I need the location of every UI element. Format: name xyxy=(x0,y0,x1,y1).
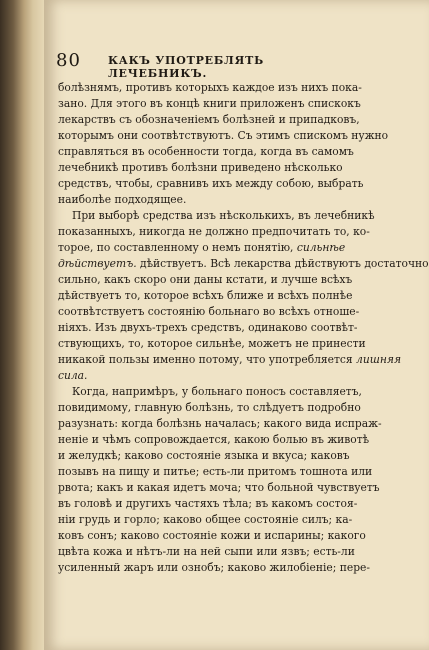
text-line: справляться въ особенности тогда, когда въ самомъ xyxy=(58,145,354,159)
text-line: болѣзнямъ, противъ которыхъ каждое изъ нихъ пока- xyxy=(58,81,362,94)
text-line: которымъ они соотвѣтствуютъ. Съ этимъ спискомъ нужно xyxy=(58,129,389,143)
text-line: разузнать: когда болѣзнь началась; какого вида испраж- xyxy=(58,417,382,431)
text-line-with-emphasis xyxy=(58,352,402,368)
text-line: рвота; какъ и какая идетъ моча; что больной чувствуетъ xyxy=(58,481,380,495)
text-line: позывъ на пищу и питье; есть-ли притомъ тошнота или xyxy=(58,465,373,479)
emphasis-word: сильнѣе xyxy=(296,241,346,255)
body-text xyxy=(58,80,429,576)
text-line: соотвѣтствуетъ состоянію больнаго во всѣхъ отноше- xyxy=(58,305,360,319)
text-line: показанныхъ, никогда не должно предпочитать то, ко- xyxy=(58,225,370,239)
text-line: сильно, какъ скоро они даны кстати, и лучше всѣхъ xyxy=(58,273,353,287)
text-line: ствующихъ, то, которое сильнѣе, можетъ не принести xyxy=(58,337,366,351)
text-line: цвѣта кожа и нѣтъ-ли на ней сыпи или язвъ; есть-ли xyxy=(58,545,355,559)
text-line: и желудкѣ; каково состояніе языка и вкуса; каковъ xyxy=(58,449,350,463)
text-line-with-emphasis xyxy=(58,240,358,256)
text-line: наиболѣе подходящее. xyxy=(58,193,187,207)
text-line-with-emphasis xyxy=(58,256,429,272)
text-line: ніи грудь и горло; каково общее состояніе силъ; ка- xyxy=(58,513,353,527)
page-edge-shadow xyxy=(0,0,44,650)
emphasis-word: лишняя xyxy=(356,353,402,367)
text-segment: никакой пользы именно потому, что употребляется xyxy=(58,353,353,367)
text-line: неніе и чѣмъ сопровождается, какою болью въ животѣ xyxy=(58,433,370,447)
running-title: КАКЪ УПОТРЕБЛЯТЬ ЛЕЧЕБНИКЪ. xyxy=(108,54,264,80)
text-segment: торое, по составленному о немъ понятію, xyxy=(58,241,294,255)
paragraph-start-line: При выборѣ средства изъ нѣсколькихъ, въ лечебникѣ xyxy=(72,209,375,223)
text-line: ковъ сонъ; каково состояніе кожи и испарины; какого xyxy=(58,529,366,543)
text-line: зано. Для этого въ концѣ книги приложенъ спискокъ xyxy=(58,97,361,111)
text-line: усиленный жаръ или ознобъ; каково жилобіеніе; пере- xyxy=(58,561,370,575)
text-line: въ головѣ и другихъ частяхъ тѣла; въ какомъ состоя- xyxy=(58,497,358,511)
text-line: лекарствъ съ обозначеніемъ болѣзней и припадковъ, xyxy=(58,113,360,127)
page-number: 80 xyxy=(56,50,81,71)
text-line: повидимому, главную болѣзнь, то слѣдуетъ подробно xyxy=(58,401,361,415)
text-line: средствъ, чтобы, сравнивъ ихъ между собою, выбрать xyxy=(58,177,364,191)
paragraph-start-line: Когда, напримѣръ, у больнаго поносъ составляетъ, xyxy=(72,385,362,399)
emphasis-word: сила. xyxy=(58,369,88,383)
text-line: лечебникѣ противъ болѣзни приведено нѣсколько xyxy=(58,161,343,175)
text-line: дѣйствуетъ то, которое всѣхъ ближе и всѣхъ полнѣе xyxy=(58,289,353,303)
page-header xyxy=(56,50,356,80)
text-line-with-emphasis xyxy=(58,368,358,384)
text-segment: дѣйствуетъ. Всѣ лекарства дѣйствуютъ достаточно xyxy=(140,257,429,271)
emphasis-word: дѣйствуетъ. xyxy=(58,257,137,271)
text-line: ніяхъ. Изъ двухъ-трехъ средствъ, одинаково соотвѣт- xyxy=(58,321,358,335)
